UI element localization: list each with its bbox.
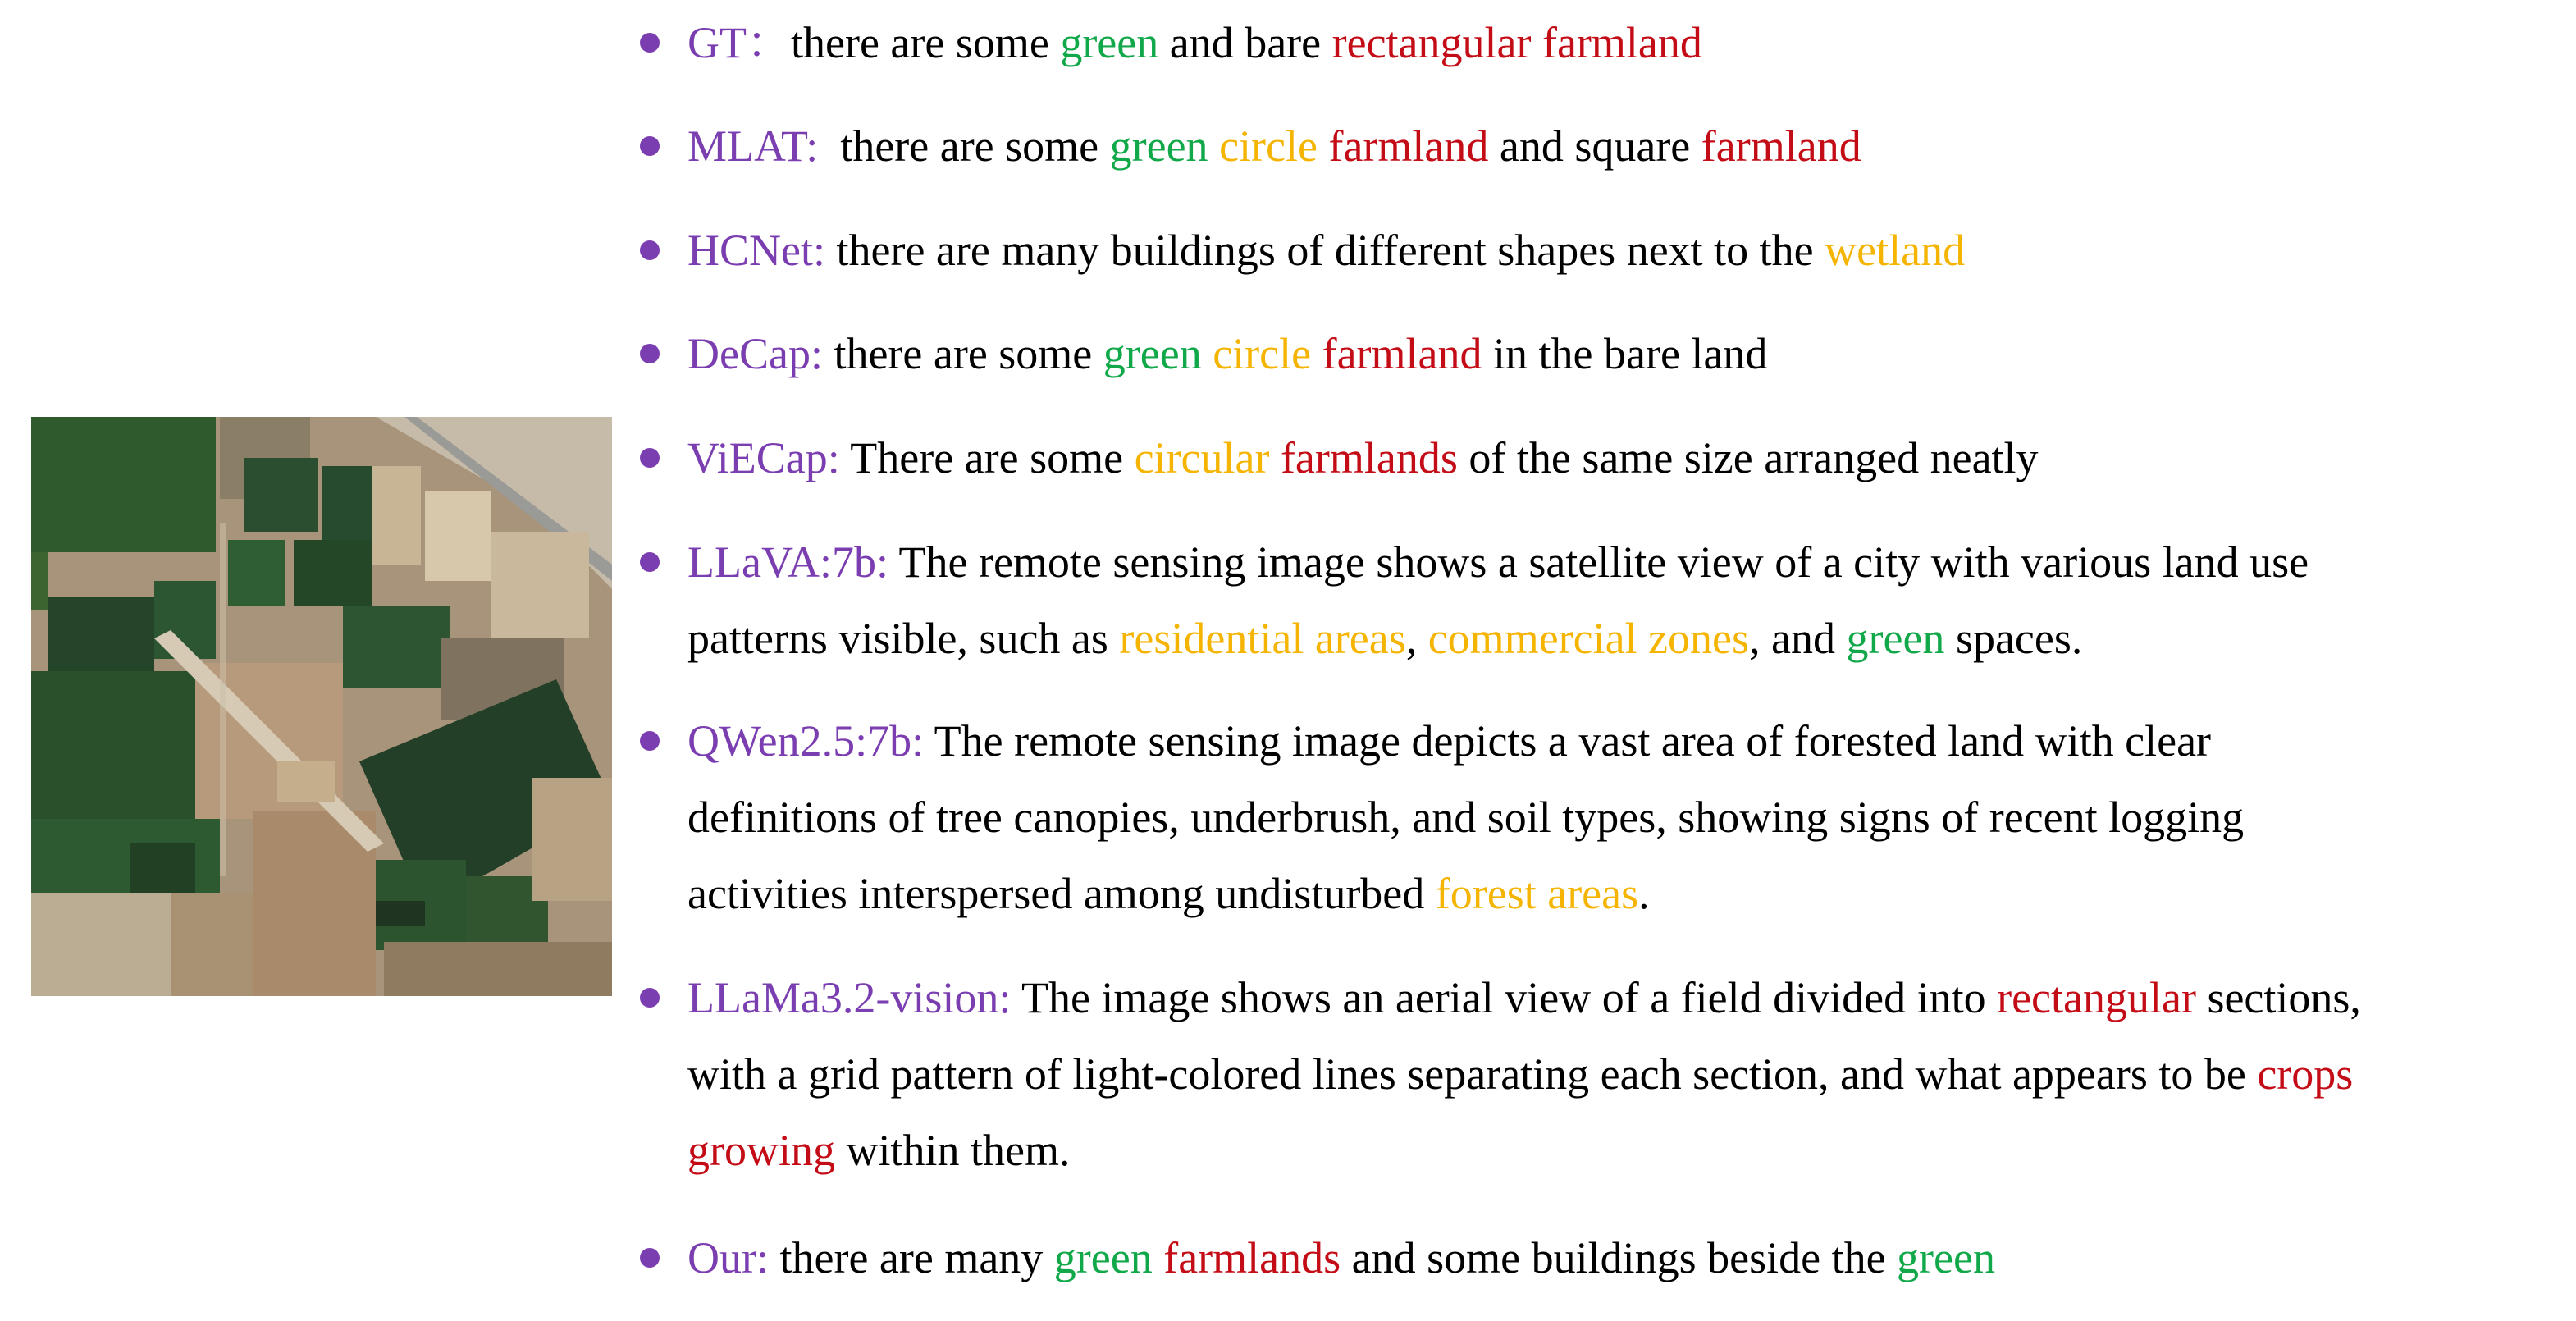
model-label: ViECap:: [687, 433, 840, 482]
caption-segment: and some buildings beside the: [1341, 1233, 1898, 1282]
caption-line: [687, 1049, 2353, 1099]
caption-line: [687, 869, 1650, 918]
caption-segment: in the bare land: [1482, 329, 1768, 378]
caption-line: [687, 1126, 1070, 1175]
caption-segment: [1153, 1233, 1164, 1282]
caption-line: [687, 121, 1861, 171]
caption-segment: residential areas: [1119, 614, 1406, 663]
caption-line: [687, 18, 1702, 67]
caption-line: [687, 226, 1965, 275]
bullet-icon: [640, 988, 660, 1008]
caption-segment: circle: [1213, 329, 1312, 378]
caption-segment: farmlands: [1163, 1233, 1341, 1282]
caption-segment: rectangular farmland: [1331, 18, 1702, 67]
caption-segment: The remote sensing image shows a satellite view of a city with various land use: [888, 537, 2309, 587]
caption-segment: [1318, 121, 1329, 171]
model-label: GT：: [687, 18, 791, 67]
caption-line: [687, 329, 1767, 378]
caption-segment: sections,: [2195, 973, 2361, 1022]
caption-segment: farmland: [1322, 329, 1482, 378]
caption-segment: , and: [1749, 614, 1847, 663]
caption-segment: there are some: [790, 18, 1061, 67]
caption-segment: there are many: [768, 1233, 1054, 1282]
caption-segment: ,: [1405, 614, 1428, 663]
model-label: DeCap:: [687, 329, 823, 378]
caption-segment: green: [1846, 614, 1945, 663]
caption-line: [687, 1233, 1995, 1282]
caption-segment: farmland: [1328, 121, 1489, 171]
caption-segment: definitions of tree canopies, underbrush, and soil types, showing signs of recent logging: [687, 793, 2245, 842]
bullet-icon: [640, 552, 660, 572]
caption-segment: [1269, 433, 1281, 482]
caption-line: [687, 433, 2039, 482]
bullet-icon: [640, 448, 660, 468]
caption-segment: green: [1109, 121, 1208, 171]
caption-segment: forest areas: [1435, 869, 1639, 918]
caption-segment: The remote sensing image depicts a vast area of forested land with clear: [924, 716, 2212, 766]
model-label: Our:: [687, 1233, 769, 1282]
model-label: MLAT:: [687, 121, 829, 171]
caption-segment: green: [1053, 1233, 1153, 1282]
caption-segment: green: [1060, 18, 1159, 67]
model-label: QWen2.5:7b:: [687, 716, 925, 766]
satellite-image: [31, 417, 612, 996]
bullet-icon: [640, 731, 660, 751]
caption-segment: circle: [1219, 121, 1318, 171]
caption-segment: farmland: [1701, 121, 1861, 171]
caption-segment: farmlands: [1280, 433, 1458, 482]
caption-segment: green: [1897, 1233, 1995, 1282]
caption-line: [687, 973, 2361, 1022]
bullet-icon: [640, 136, 660, 156]
caption-segment: circular: [1134, 433, 1270, 482]
caption-segment: [1311, 329, 1322, 378]
bullet-icon: [640, 240, 660, 260]
caption-segment: with a grid pattern of light-colored lines separating each section, and what appears to be: [687, 1049, 2258, 1099]
caption-line: [687, 793, 2244, 842]
model-label: HCNet:: [687, 226, 825, 275]
caption-segment: wetland: [1825, 226, 1966, 275]
caption-segment: patterns visible, such as: [687, 614, 1120, 663]
caption-line: [687, 716, 2211, 766]
caption-segment: activities interspersed among undisturbed: [687, 869, 1436, 918]
caption-segment: and bare: [1158, 18, 1332, 67]
bullet-icon: [640, 344, 660, 363]
caption-line: [687, 537, 2309, 587]
bullet-icon: [640, 33, 660, 53]
caption-segment: there are some: [829, 121, 1110, 171]
caption-line: [687, 614, 2082, 663]
caption-segment: within them.: [834, 1126, 1071, 1175]
caption-segment: green: [1103, 329, 1202, 378]
caption-segment: The image shows an aerial view of a field divided into: [1011, 973, 1998, 1022]
caption-segment: There are some: [839, 433, 1135, 482]
caption-segment: [1208, 121, 1220, 171]
caption-segment: .: [1638, 869, 1650, 918]
caption-segment: and square: [1488, 121, 1701, 171]
caption-segment: [1202, 329, 1213, 378]
caption-segment: rectangular: [1997, 973, 2196, 1022]
caption-segment: spaces.: [1944, 614, 2083, 663]
caption-segment: commercial zones: [1427, 614, 1750, 663]
bullet-icon: [640, 1248, 660, 1268]
model-label: LLaVA:7b:: [687, 537, 888, 587]
caption-segment: there are many buildings of different shapes next to the: [825, 226, 1825, 275]
caption-segment: growing: [687, 1126, 835, 1175]
model-label: LLaMa3.2-vision:: [687, 973, 1012, 1022]
caption-segment: of the same size arranged neatly: [1457, 433, 2039, 482]
caption-segment: there are some: [822, 329, 1103, 378]
caption-segment: crops: [2257, 1049, 2354, 1099]
